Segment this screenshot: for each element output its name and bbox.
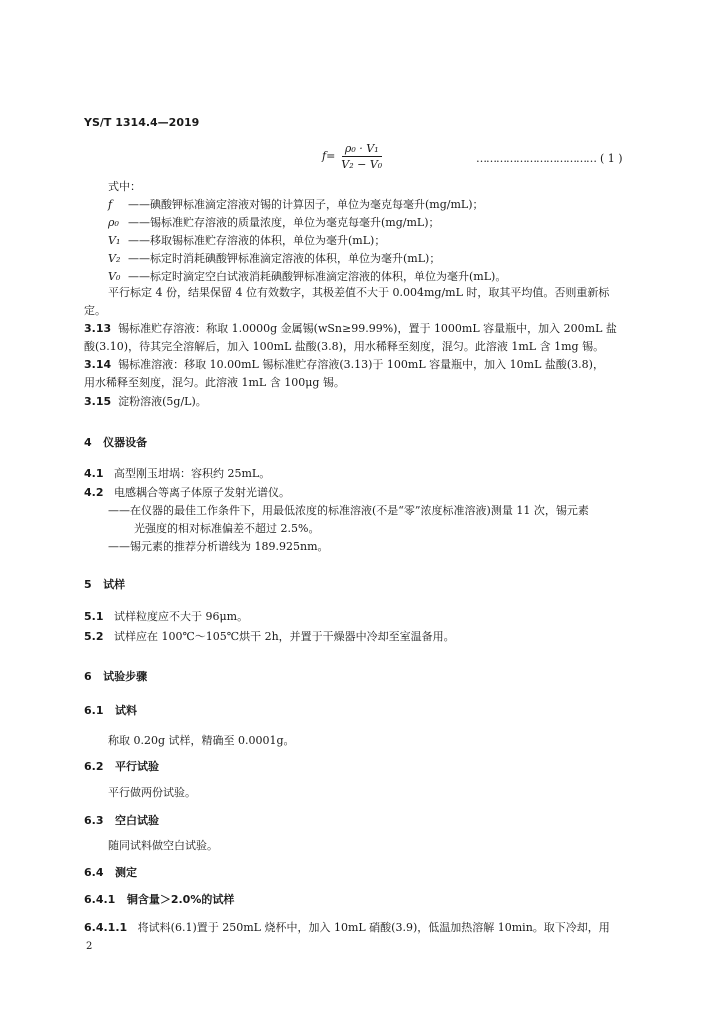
clause-4-2-bullet1-line1: ——在仪器的最佳工作条件下，用最低浓度的标准溶液(不是“零”浓度标准溶液)测量 11 次，锡元素 — [108, 504, 589, 517]
where-symbol: V₁ — [108, 234, 121, 247]
clause-text: 锡标准贮存溶液：称取 1.0000g 金属锡(wSn≥99.99%)，置于 1000mL 容量瓶中，加入 200mL 盐 — [118, 322, 617, 335]
clause-6-4-1-1 — [84, 921, 610, 935]
where-text: ——标定时滴定空白试液消耗碘酸钾标准滴定溶液的体积，单位为毫升(mL)。 — [128, 270, 507, 283]
clause-3-13 — [84, 322, 617, 336]
where-item-v0 — [108, 270, 506, 284]
formula-leader-dots: ……………………………… — [476, 152, 596, 165]
document-id: YS/T 1314.4—2019 — [84, 116, 200, 129]
section-title: 仪器设备 — [103, 436, 148, 449]
section-5-heading — [84, 576, 125, 592]
section-title: 试验步骤 — [103, 670, 148, 683]
section-title: 试样 — [103, 578, 126, 591]
subsection-6-4-heading — [84, 864, 137, 880]
section-number: 6.1 — [84, 704, 104, 717]
section-title: 试料 — [115, 704, 137, 717]
clause-number: 5.1 — [84, 610, 104, 623]
where-item-v2 — [108, 252, 440, 266]
section-number: 6.4.1 — [84, 893, 116, 906]
section-number: 4 — [84, 436, 92, 449]
clause-number: 4.1 — [84, 467, 104, 480]
clause-3-14 — [84, 358, 604, 372]
section-number: 6.3 — [84, 814, 104, 827]
formula-fraction — [338, 142, 385, 171]
where-text: ——锡标准贮存溶液的质量浓度，单位为毫克每毫升(mg/mL)； — [128, 216, 440, 229]
clause-number: 6.4.1.1 — [84, 921, 128, 934]
clause-number: 3.15 — [84, 395, 112, 408]
clause-4-2-bullet1-line2: 光强度的相对标准偏差不超过 2.5%。 — [134, 522, 320, 535]
clause-5-1 — [84, 610, 248, 624]
section-number: 6 — [84, 670, 92, 683]
clause-text: 电感耦合等离子体原子发射光谱仪。 — [114, 486, 290, 499]
clause-3-15 — [84, 395, 207, 409]
subsection-6-3-body: 随同试料做空白试验。 — [108, 839, 218, 852]
section-4-heading — [84, 434, 147, 450]
subsection-6-2-heading — [84, 758, 159, 774]
clause-4-2-bullet2: ——锡元素的推荐分析谱线为 189.925nm。 — [108, 540, 329, 553]
section-title: 铜含量＞2.0%的试样 — [126, 893, 235, 906]
subsection-6-4-1-heading — [84, 891, 234, 907]
clause-5-2 — [84, 630, 455, 644]
subsection-6-2-body: 平行做两份试验。 — [108, 786, 196, 799]
clause-4-1 — [84, 467, 270, 481]
formula-number: ( 1 ) — [600, 152, 623, 165]
section-title: 空白试验 — [115, 814, 159, 827]
where-item-rho0 — [108, 216, 440, 230]
section-6-heading — [84, 668, 147, 684]
where-item-f — [108, 198, 484, 212]
section-number: 6.4 — [84, 866, 104, 879]
subsection-6-3-heading — [84, 812, 159, 828]
clause-3-14-line2: 用水稀释至刻度，混匀。此溶液 1mL 含 100μg 锡。 — [84, 376, 345, 389]
where-item-v1 — [108, 234, 385, 248]
where-symbol: f — [108, 198, 113, 211]
formula-lhs: f= — [322, 149, 336, 163]
subsection-6-1-body: 称取 0.20g 试样，精确至 0.0001g。 — [108, 734, 295, 747]
clause-text: 高型刚玉坩埚：容积约 25mL。 — [114, 467, 271, 480]
formula-numerator: ρ₀ · V₁ — [342, 142, 382, 157]
clause-number: 3.14 — [84, 358, 112, 371]
where-label: 式中： — [108, 180, 141, 193]
section-number: 6.2 — [84, 760, 104, 773]
clause-text: 淀粉溶液(5g/L)。 — [118, 395, 207, 408]
clause-text: 试样粒度应不大于 96μm。 — [114, 610, 249, 623]
formula-1 — [322, 142, 385, 171]
section-title: 测定 — [115, 866, 137, 879]
where-symbol: ρ₀ — [108, 216, 119, 229]
where-text: ——移取锡标准贮存溶液的体积，单位为毫升(mL)； — [128, 234, 386, 247]
clause-number: 3.13 — [84, 322, 112, 335]
clause-text: 锡标准溶液：移取 10.00mL 锡标准贮存溶液(3.13)于 100mL 容量瓶中，加入 10mL 盐酸(3.8)， — [118, 358, 604, 371]
clause-4-2 — [84, 486, 290, 500]
section-title: 平行试验 — [115, 760, 159, 773]
clause-number: 5.2 — [84, 630, 104, 643]
parallel-calibration-line1: 平行标定 4 份，结果保留 4 位有效数字，其极差值不大于 0.004mg/mL 时，取其平均值。否则重新标 — [108, 286, 610, 299]
subsection-6-1-heading — [84, 702, 137, 718]
clause-text: 试样应在 100℃～105℃烘干 2h，并置于干燥器中冷却至室温备用。 — [114, 630, 455, 643]
where-symbol: V₀ — [108, 270, 121, 283]
formula-denominator: V₂ − V₀ — [341, 158, 383, 171]
clause-number: 4.2 — [84, 486, 104, 499]
clause-text: 将试料(6.1)置于 250mL 烧杯中，加入 10mL 硝酸(3.9)，低温加热溶解 10min。取下冷却，用 — [137, 921, 610, 934]
page-number: 2 — [86, 941, 93, 952]
where-text: ——碘酸钾标准滴定溶液对锡的计算因子，单位为毫克每毫升(mg/mL)； — [128, 198, 484, 211]
where-symbol: V₂ — [108, 252, 121, 265]
parallel-calibration-line2: 定。 — [84, 304, 106, 317]
clause-3-13-line2: 酸(3.10)，待其完全溶解后，加入 100mL 盐酸(3.8)，用水稀释至刻度，混匀。此溶液 1mL 含 1mg 锡。 — [84, 340, 605, 353]
section-number: 5 — [84, 578, 92, 591]
where-text: ——标定时消耗碘酸钾标准滴定溶液的体积，单位为毫升(mL)； — [128, 252, 441, 265]
